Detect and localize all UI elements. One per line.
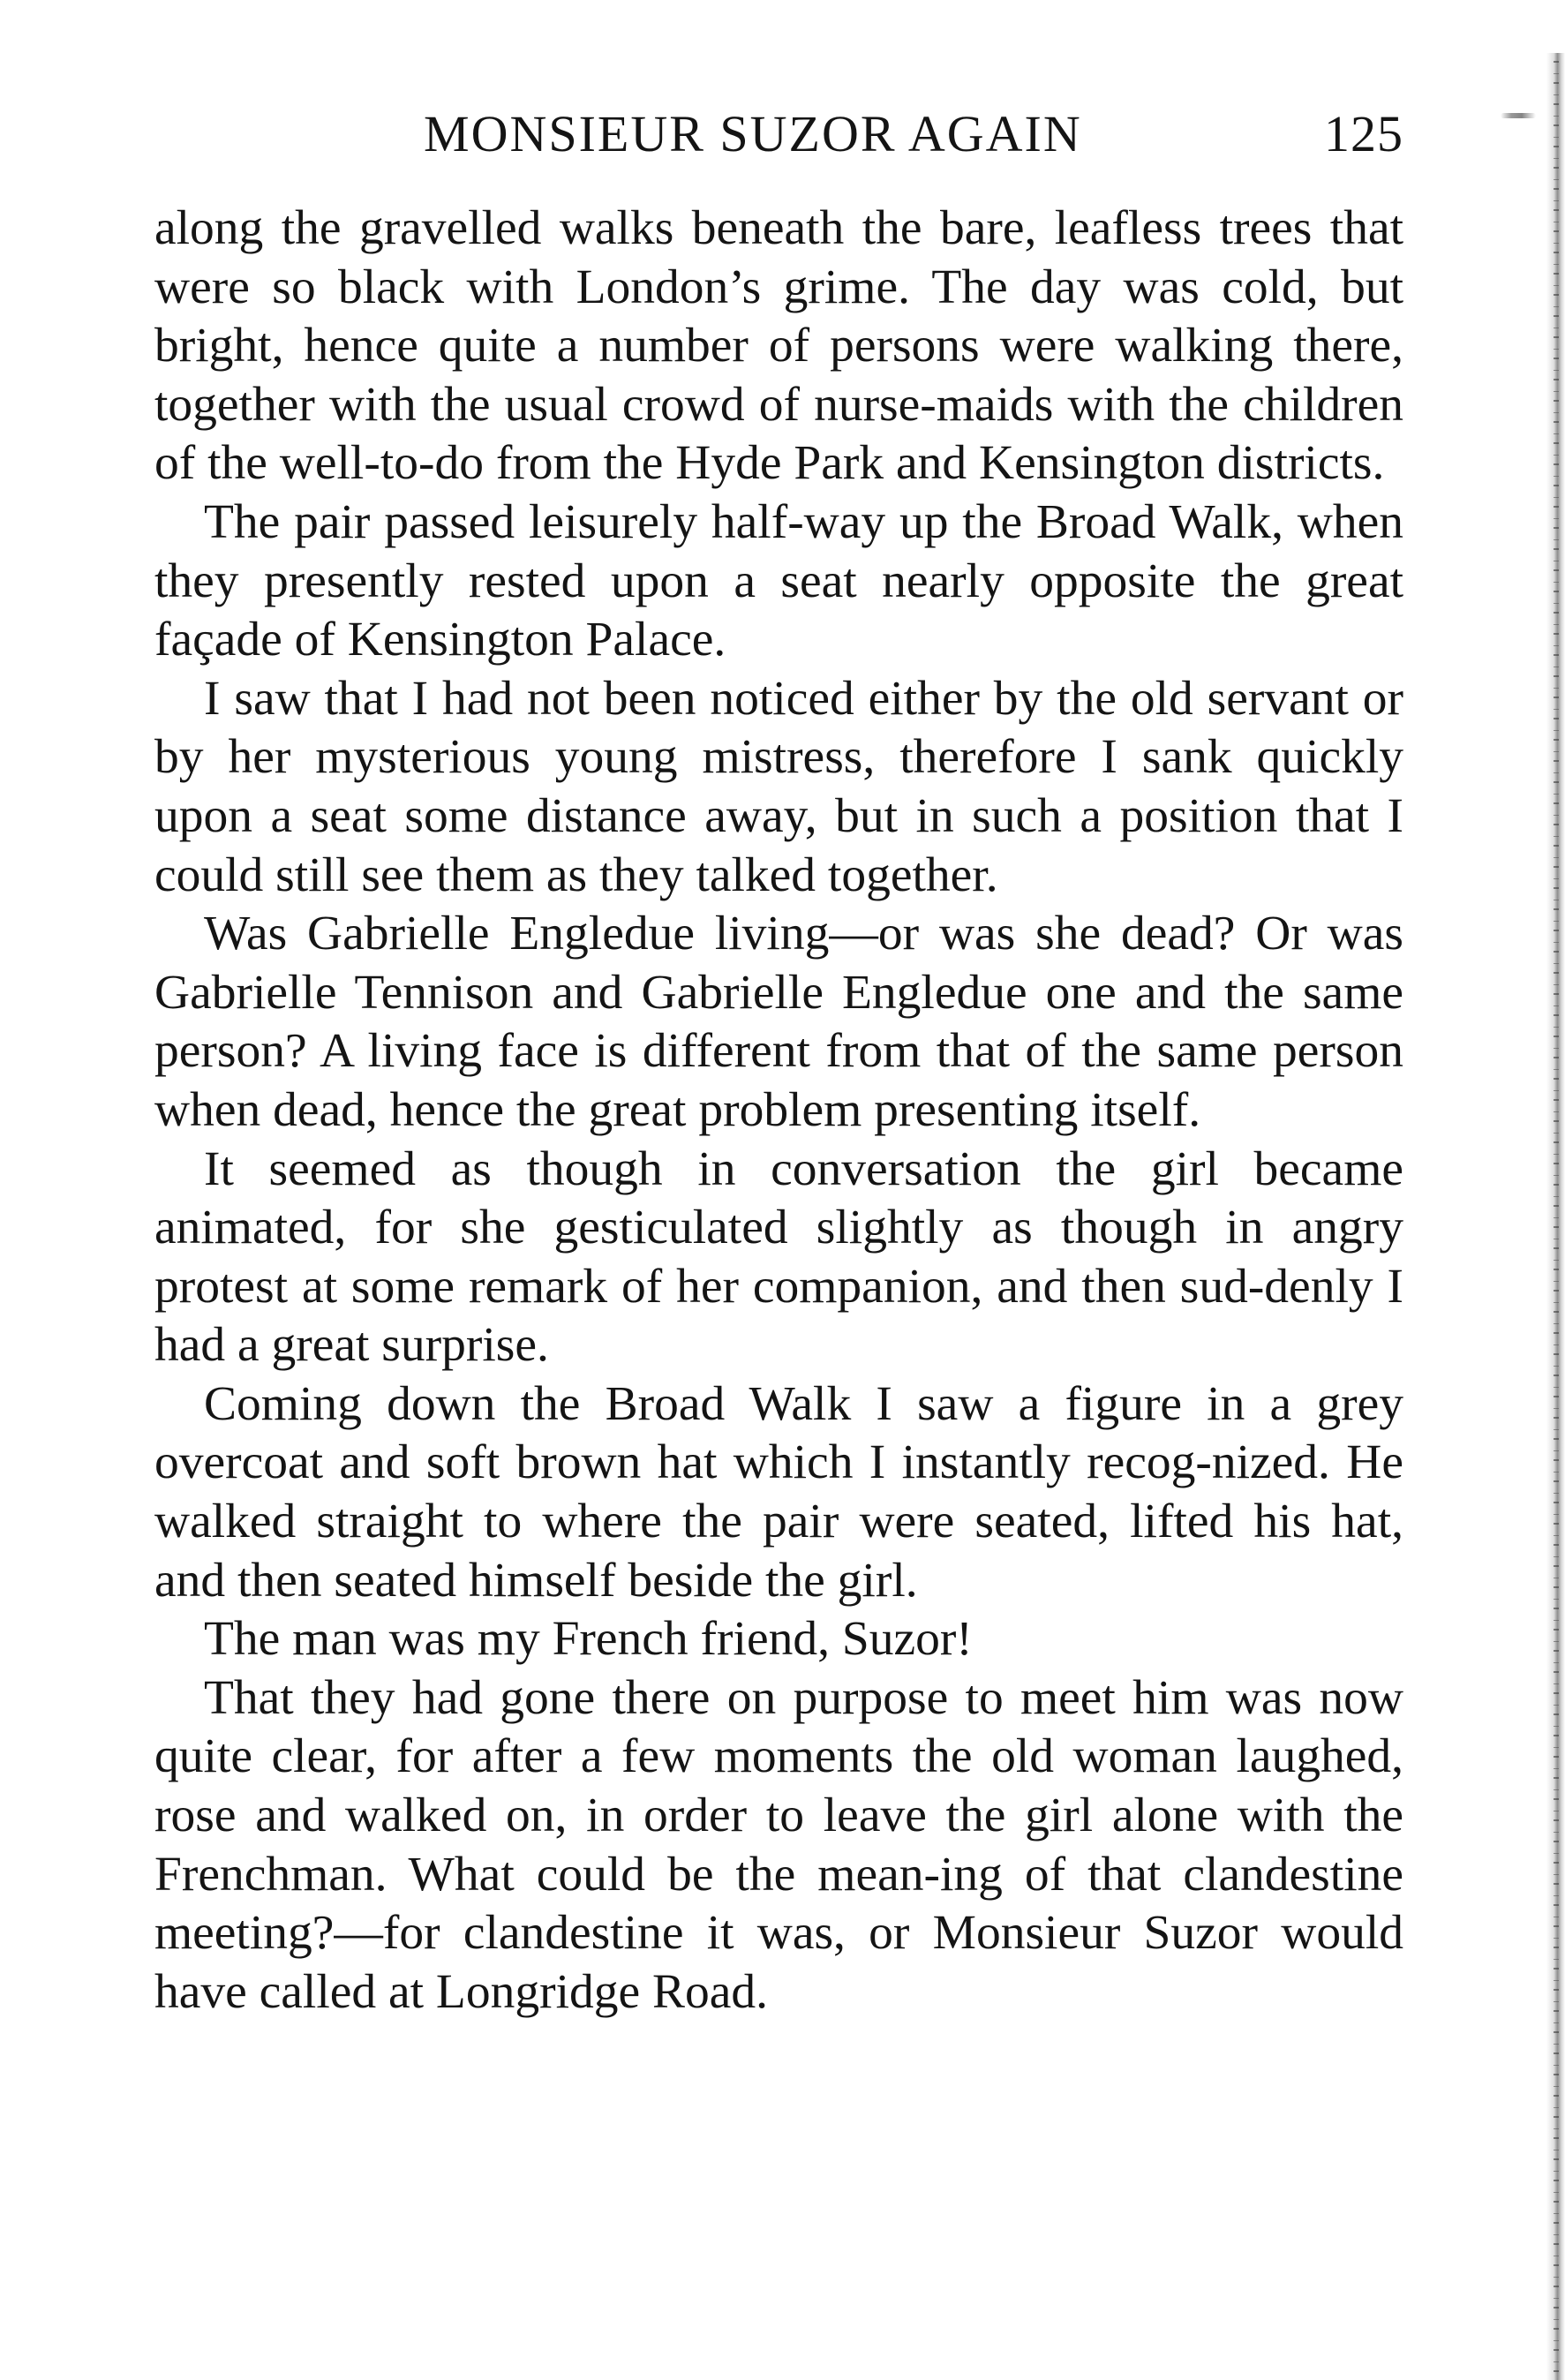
- scan-corner-mark: [1501, 113, 1536, 118]
- page-number: 125: [1324, 105, 1403, 162]
- paragraph: That they had gone there on purpose to meet him was now quite clear, for after a few moments the old woman laughed, rose and walked on, in order to leave the girl alone with the Frenchman. What could be the mean-ing of that clandestine meeting?—for clandestine it was, or Monsieur Suzor would have called at Longridge Road.: [154, 1670, 1403, 2019]
- body-text: [154, 200, 1403, 2022]
- paragraph: Coming down the Broad Walk I saw a figure in a grey overcoat and soft brown hat which I instantly recog-nized. He walked straight to where the pair were seated, lifted his hat, and then seated himself beside the girl.: [154, 1376, 1403, 1608]
- page-edge-specks: [1554, 53, 1559, 2380]
- paragraph: The man was my French friend, Suzor!: [204, 1612, 973, 1667]
- paragraph: along the gravelled walks beneath the bare, leafless trees that were so black with London’s grime. The day was cold, but bright, hence quite a number of persons were walking there, together with the usual crowd of nurse-maids with the children of the well-to-do from the Hyde Park and Kensington districts.: [154, 201, 1403, 491]
- chapter-title: MONSIEUR SUZOR AGAIN: [424, 105, 1082, 162]
- paragraph: The pair passed leisurely half-way up the Broad Walk, when they presently rested upon a seat nearly opposite the great façade of Kensington Palace.: [154, 494, 1403, 667]
- paragraph: Was Gabrielle Engledue living—or was she dead? Or was Gabrielle Tennison and Gabrielle Engledue one and the same person? A living face is different from that of the same person when dead, hence the great problem presenting itself.: [154, 907, 1403, 1137]
- paragraph: I saw that I had not been noticed either by the old servant or by her mysterious young mistress, therefore I sank quickly upon a seat some distance away, but in such a position that I could still see them as they talked together.: [154, 671, 1403, 902]
- paragraph: It seemed as though in conversation the girl became animated, for she gesticulated slightly as though in angry protest at some remark of her companion, and then sud-denly I had a great surprise.: [154, 1141, 1403, 1373]
- running-head: [154, 104, 1403, 175]
